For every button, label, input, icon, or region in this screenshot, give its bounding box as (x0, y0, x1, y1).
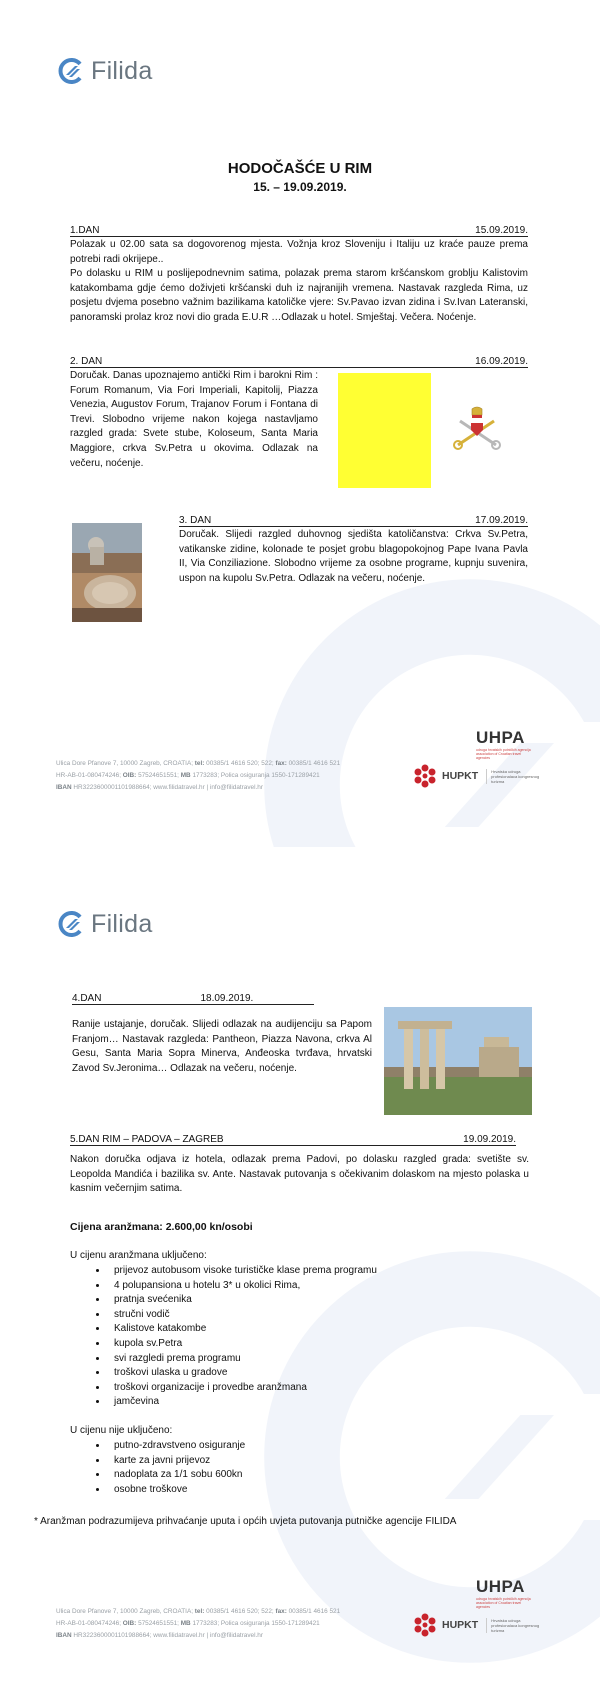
filida-logo (56, 909, 153, 939)
day-2-text (70, 369, 318, 471)
included-title: U cijenu aranžmana uključeno: (70, 1250, 207, 1261)
list-item: • putno-zdravstveno osiguranje (108, 1439, 245, 1454)
paragraph: Po dolasku u RIM u poslijepodnevnim satima, polazak prema starom kršćanskom groblju Kalistovim katakombama gdje ćemo doživjeti kršćanski duh iz najranijih vremena. Nastavak razgleda Rima, uz posjetu dvjema posebno važnim bazilikama katoličke vjere: Sv.Pavao izvan zidina i Sv.Ivan Lateranski, panoramski prolaz kroz novi dio grada E.U.R …Odlazak u hotel. Smještaj. Večera. Noćenje. (70, 268, 528, 323)
day-label: 4.DAN (72, 993, 102, 1004)
hupkt-name: HUPKT (442, 770, 479, 782)
day-5-header (70, 1134, 516, 1146)
list-item: • karte za javni prijevoz (108, 1454, 245, 1469)
day-date: 19.09.2019. (463, 1134, 516, 1145)
list-item: • prijevoz autobusom visoke turističke klase prema programu (108, 1264, 377, 1279)
list-item: • Kalistove katakombe (108, 1322, 377, 1337)
uhpa-logo: UHPA (476, 1577, 525, 1596)
footer (56, 758, 340, 794)
list-item: • pratnja svećenika (108, 1293, 377, 1308)
uhpa-subtitle: udruga hrvatskih putničkih agencija association of Croatian travel agencies (476, 1597, 531, 1609)
paragraph: Doručak. Slijedi razgled duhovnog sjedišta katoličanstva: Crkva Sv.Petra, vatikanske zidine, kolonade te posjet grobu blagopokojnog Pape Ivana Pavla II, Via Conziliazione. Slobodno vrijeme za osobne programe, kupnju suvenira, uspon na kupolu Sv.Petra. Odlazak na večeru, noćenje. (179, 529, 528, 584)
day-1-text (70, 238, 528, 326)
roman-forum-ruins-photo (384, 1007, 532, 1115)
day-5-text (70, 1153, 529, 1197)
uhpa-subtitle: udruga hrvatskih putničkih agencija association of Croatian travel agencies (476, 748, 531, 760)
page-1 (0, 0, 600, 847)
list-item: • nadoplata za 1/1 sobu 600kn (108, 1468, 245, 1483)
filida-watermark-icon (260, 575, 600, 847)
hupkt-flower-icon (412, 1612, 438, 1638)
footer-line-3: IBAN HR3223600001101988664; www.filidatravel.hr | info@filidatravel.hr (56, 1632, 263, 1639)
hupkt-logo (412, 1612, 543, 1638)
footer-line-1: Ulica Dore Pfanove 7, 10000 Zagreb, CROATIA; tel: 00385/1 4616 520; 522; fax: 00385/1 4616 521 (56, 760, 341, 767)
day-date: 16.09.2019. (475, 356, 528, 367)
list-item: • svi razgledi prema programu (108, 1352, 377, 1367)
day-label: 5.DAN RIM – PADOVA – ZAGREB (70, 1134, 224, 1145)
hupkt-name: HUPKT (442, 1619, 479, 1631)
list-item: • kupola sv.Petra (108, 1337, 377, 1352)
footer (56, 1606, 340, 1642)
papal-coat-of-arms-icon (450, 405, 504, 451)
filida-logo-icon (56, 909, 86, 939)
brand-name: Filida (91, 909, 153, 938)
filida-logo (56, 56, 153, 86)
day-3-text (179, 528, 528, 586)
list-item: • troškovi organizacije i provedbe aranžmana (108, 1381, 377, 1396)
list-item: • jamčevina (108, 1395, 377, 1410)
filida-logo-icon (56, 56, 86, 86)
day-4-header (72, 993, 314, 1005)
image-placeholder (338, 373, 431, 488)
day-3-header (179, 515, 528, 527)
included-list (70, 1264, 377, 1410)
day-date: 18.09.2019. (200, 993, 254, 1004)
day-2-header (70, 356, 528, 368)
terms-note: * Aranžman podrazumijeva prihvaćanje uputa i općih uvjeta putovanja putničke agencije FILIDA (34, 1516, 457, 1527)
hupkt-subtitle: Hrvatska udruga profesionalaca kongresnog turizma (486, 769, 543, 784)
list-item: • troškovi ulaska u gradove (108, 1366, 377, 1381)
hupkt-logo (412, 763, 543, 789)
footer-line-3: IBAN HR3223600001101988664; www.filidatravel.hr | info@filidatravel.hr (56, 784, 263, 791)
hupkt-subtitle: Hrvatska udruga profesionalaca kongresnog turizma (486, 1618, 543, 1633)
page-gap (0, 847, 600, 877)
hupkt-flower-icon (412, 763, 438, 789)
day-4-text (72, 1018, 372, 1076)
excluded-title: U cijenu nije uključeno: (70, 1425, 173, 1436)
paragraph: Nakon doručka odjava iz hotela, odlazak prema Padovi, po dolasku razgled grada: svetište sv. Leopolda Mandića i bazilika sv. Ante. Nastavak putovanja s očekivanim dolaskom na mjesto polaska u kasnim večernjim satima. (70, 1154, 529, 1195)
day-label: 2. DAN (70, 356, 103, 367)
list-item: • 4 polupansiona u hotelu 3* u okolici Rima, (108, 1279, 377, 1294)
uhpa-logo: UHPA (476, 728, 525, 747)
price: Cijena aranžmana: 2.600,00 kn/osobi (70, 1221, 253, 1233)
footer-line-2: HR-AB-01-080474246; OIB: 57524651551; MB 1773283; Polica osiguranja 1550-171289421 (56, 772, 320, 779)
brand-name: Filida (91, 56, 153, 85)
paragraph: Ranije ustajanje, doručak. Slijedi odlazak na audijenciju sa Papom Franjom… Nastavak razgleda: Pantheon, Piazza Navona, crkva Al Gesu, Santa Maria Sopra Minerva, Anđeoska tvrđava, hrvatski Zavod Sv.Jeronima… Odlazak na večeru, noćenje. (72, 1019, 372, 1074)
list-item: • stručni vodič (108, 1308, 377, 1323)
day-date: 17.09.2019. (475, 515, 528, 526)
list-item: • osobne troškove (108, 1483, 245, 1498)
day-date: 15.09.2019. (475, 225, 528, 236)
excluded-list (70, 1439, 245, 1497)
page-2 (0, 877, 600, 1697)
paragraph: Doručak. Danas upoznajemo antički Rim i barokni Rim : Forum Romanum, Via Fori Imperiali, Kapitolij, Piazza Venezia, Augustov Forum, Trajanov Forum i Fontana di Trevi. Slobodno vrijeme nakon kojega nastavljamo razgled grada: Svete stube, Koloseum, Santa Maria Maggiore, crkva Sv.Petra u okovima. Odlazak na večeru, noćenje. (70, 370, 318, 469)
paragraph: Polazak u 02.00 sata sa dogovorenog mjesta. Vožnja kroz Sloveniju i Italiju uz kraće pauze prema potrebi radi okrijepe.. (70, 239, 528, 265)
st-peters-square-photo (72, 523, 142, 622)
page-title: HODOČAŠĆE U RIM (227, 160, 373, 177)
footer-line-1: Ulica Dore Pfanove 7, 10000 Zagreb, CROATIA; tel: 00385/1 4616 520; 522; fax: 00385/1 4616 521 (56, 1608, 341, 1615)
day-1-header (70, 225, 528, 237)
day-label: 1.DAN (70, 225, 100, 236)
trip-dates: 15. – 19.09.2019. (253, 180, 347, 194)
day-label: 3. DAN (179, 515, 212, 526)
footer-line-2: HR-AB-01-080474246; OIB: 57524651551; MB 1773283; Polica osiguranja 1550-171289421 (56, 1620, 320, 1627)
